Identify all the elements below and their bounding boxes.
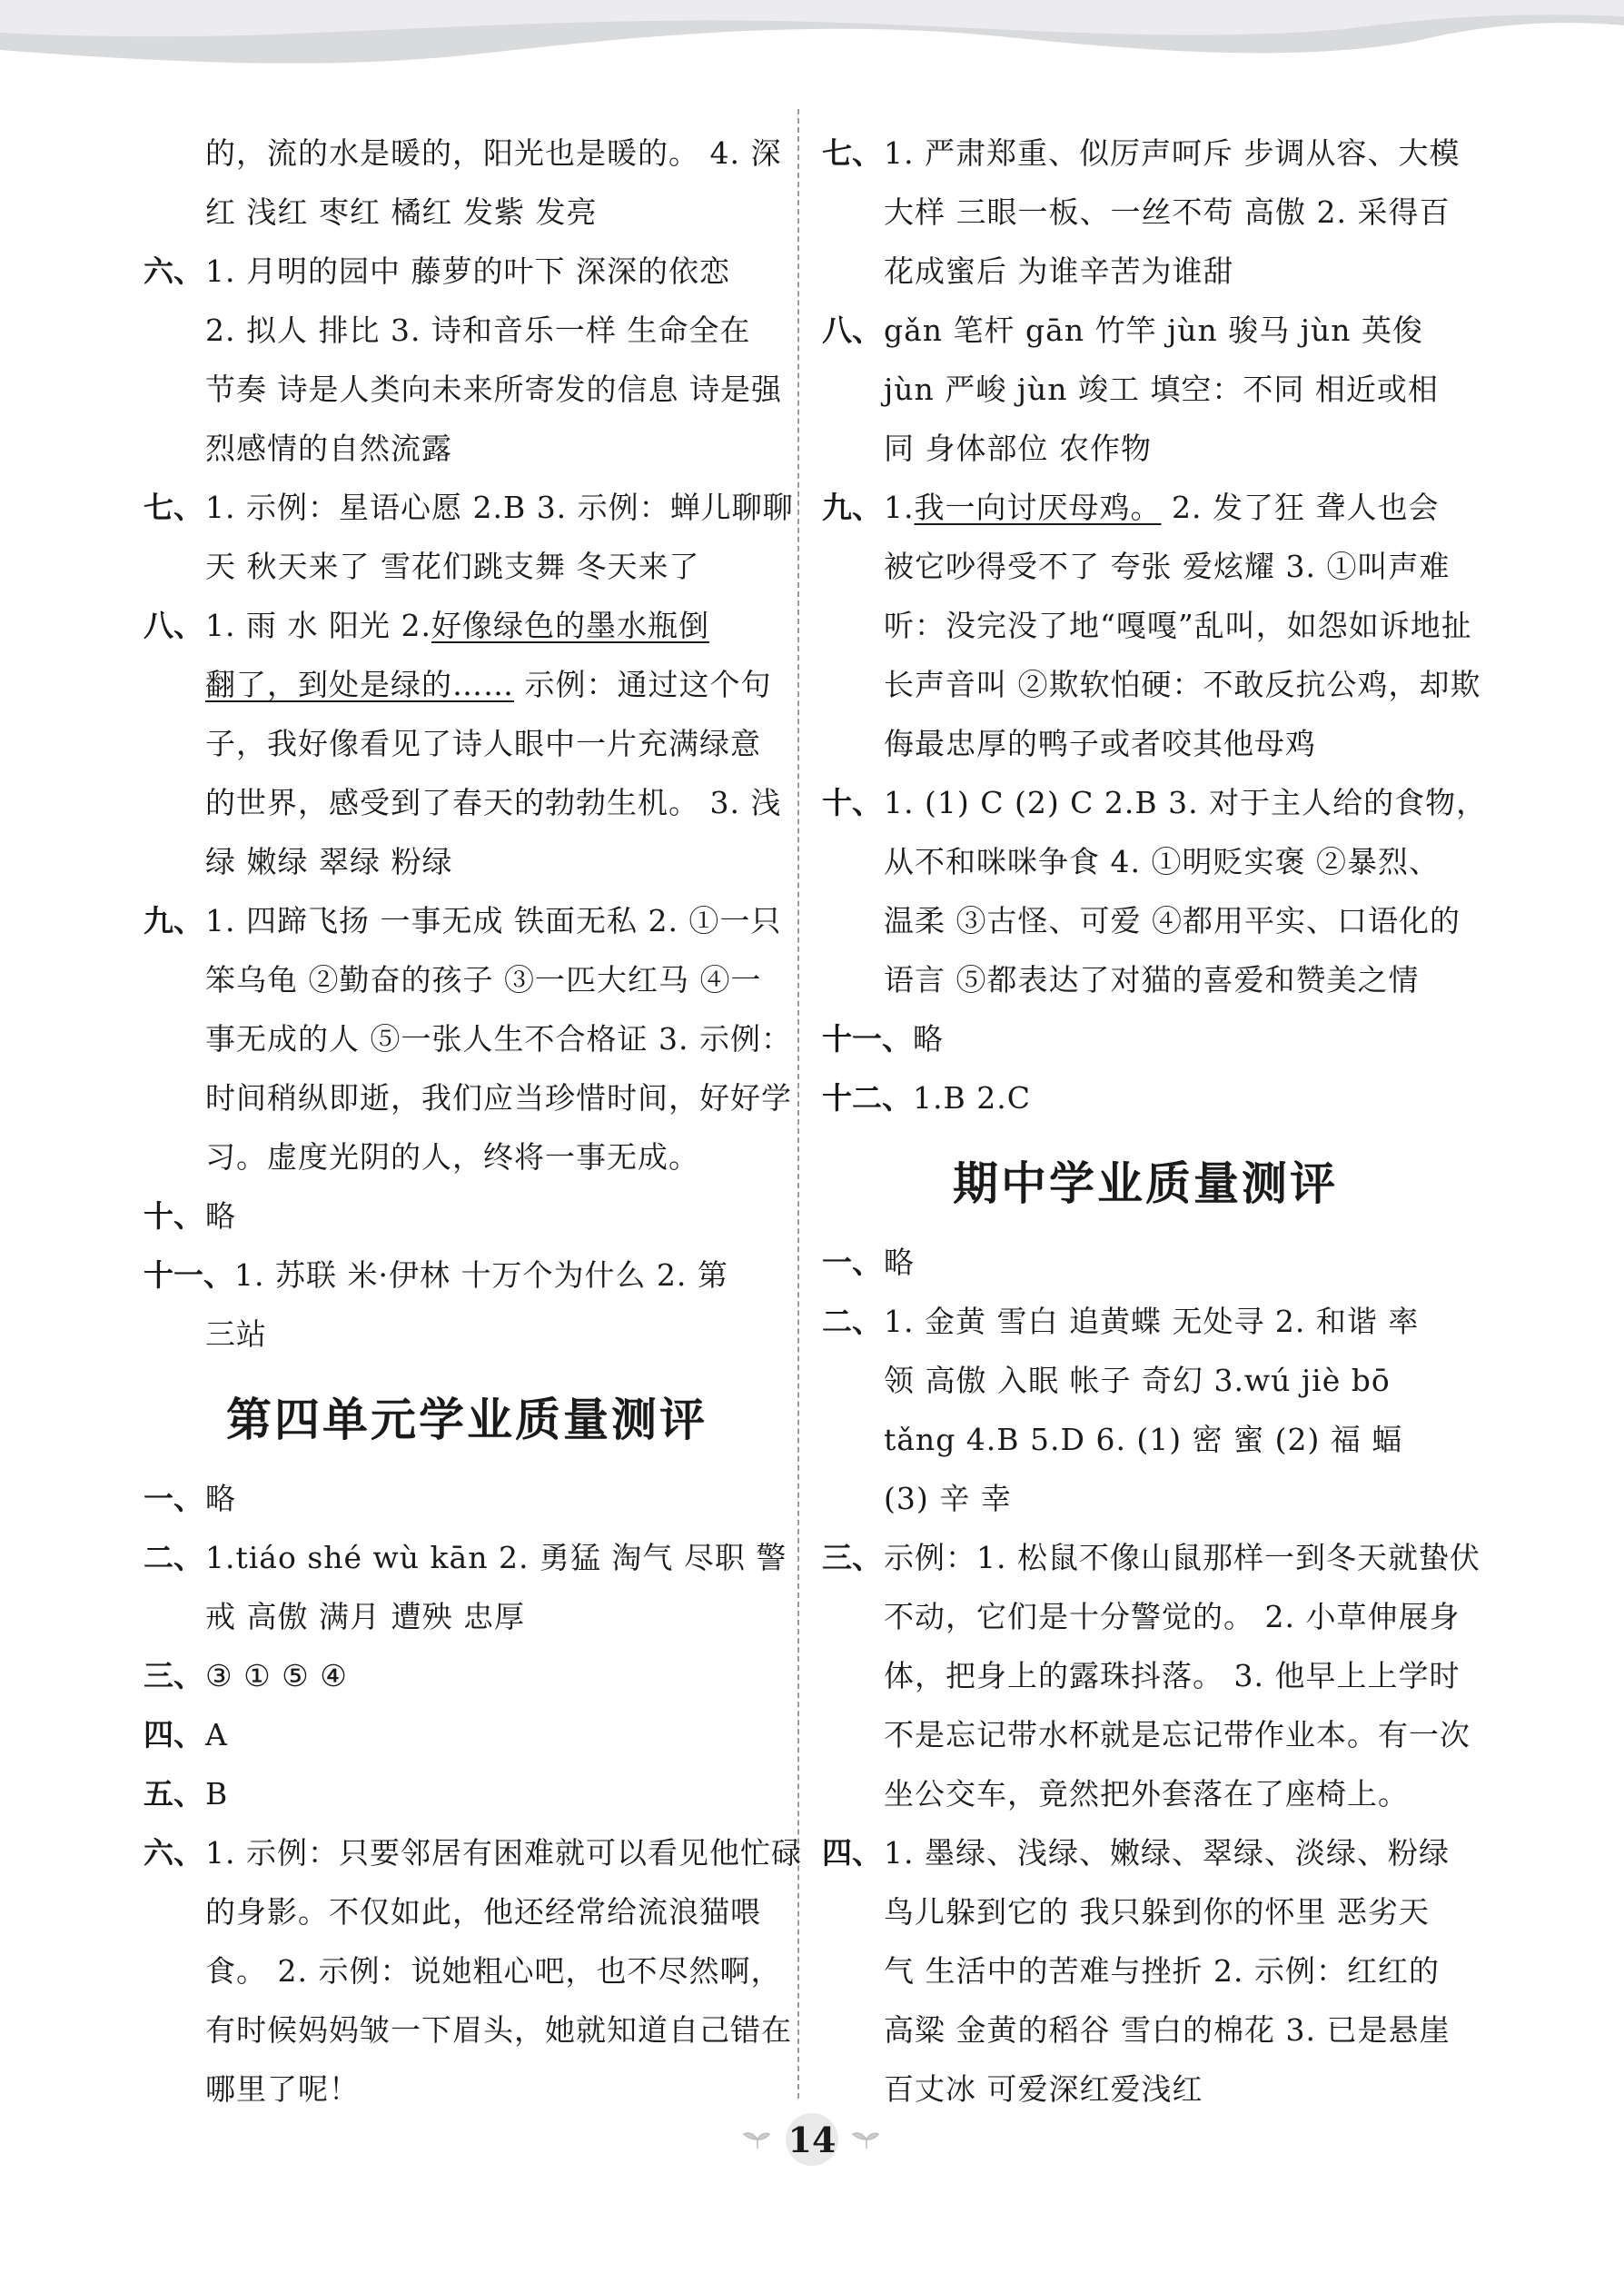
answer-line: B — [205, 1776, 229, 1811]
answer-line: 戒 高傲 满月 遭殃 忠厚 — [205, 1599, 525, 1634]
section-question-3 — [822, 1528, 1480, 1823]
answer-line: 听：没完没了地“嘎嘎”乱叫，如怨如诉地扯 — [884, 608, 1472, 643]
answer-line: 侮最忠厚的鸭子或者咬其他母鸡 — [884, 726, 1316, 761]
question-number: 十、 — [822, 785, 882, 820]
answer-line: 同 身体部位 农作物 — [884, 431, 1152, 466]
question-7 — [144, 478, 794, 596]
answer-line: jùn 严峻 jùn 竣工 填空：不同 相近或相 — [884, 372, 1439, 407]
question-number: 一、 — [822, 1245, 882, 1280]
top-decorative-band — [0, 0, 1624, 100]
answer-line: 略 — [913, 1021, 944, 1057]
answer-line: 笨乌龟 ②勤奋的孩子 ③一匹大红马 ④一 — [205, 962, 762, 998]
question-6 — [144, 242, 790, 478]
answer-line: 1. 示例：星语心愿 2.B 3. 示例：蝉儿聊聊 — [205, 490, 794, 525]
answer-line: 的，流的水是暖的，阳光也是暖的。 4. 深 — [205, 135, 782, 171]
page-number: 14 — [786, 2113, 838, 2166]
answer-line: 哪里了呢！ — [205, 2071, 360, 2107]
answer-line: 天 秋天来了 雪花们跳支舞 冬天来了 — [205, 549, 700, 584]
answer-text: 1. 雨 水 阳光 2. — [205, 608, 431, 643]
question-number: 六、 — [144, 253, 203, 289]
section-question-4 — [822, 1823, 1469, 2119]
answer-line: 略 — [205, 1481, 236, 1516]
answer-text: 1. — [884, 490, 915, 525]
answer-line: 1. 四蹄飞扬 一事无成 铁面无私 2. ①一只 — [205, 903, 782, 938]
answer-line: 习。虚度光阴的人，终将一事无成。 — [205, 1139, 699, 1175]
question-number: 五、 — [144, 1776, 203, 1811]
question-number: 十一、 — [822, 1021, 912, 1057]
question-number: 十一、 — [144, 1257, 233, 1293]
answer-line: 子，我好像看见了诗人眼中一片充满绿意 — [205, 726, 761, 761]
answer-line: 略 — [884, 1245, 915, 1280]
answer-line: 从不和咪咪争食 4. ①明贬实褒 ②暴烈、 — [884, 844, 1440, 879]
section-question-1 — [144, 1469, 790, 1528]
answer-line: 长声音叫 ②欺软怕硬：不敢反抗公鸡，却欺 — [884, 667, 1481, 702]
question-number: 九、 — [144, 903, 203, 938]
question-number: 二、 — [144, 1540, 203, 1575]
answer-line: 1.tiáo shé wù kān 2. 勇猛 淘气 尽职 警 — [205, 1540, 787, 1575]
answer-line: 1. 月明的园中 藤萝的叶下 深深的依恋 — [205, 253, 730, 289]
answer-line: 1.B 2.C — [913, 1080, 1031, 1116]
question-10 — [822, 773, 1488, 1009]
answer-line: 略 — [205, 1198, 236, 1234]
answer-line — [884, 478, 1469, 537]
left-column — [144, 124, 802, 2119]
section-question-6 — [144, 1823, 802, 2119]
answer-line: 花成蜜后 为谁辛苦为谁甜 — [884, 253, 1234, 289]
section-question-2 — [144, 1528, 790, 1646]
answer-line: 的身影。不仅如此，他还经常给流浪猫喂 — [205, 1894, 761, 1930]
section-title: 第四单元学业质量测评 — [226, 1394, 708, 1446]
answer-line: 不是忘记带水杯就是忘记带作业本。有一次 — [884, 1717, 1471, 1752]
question-8 — [822, 301, 1469, 478]
answer-line: 1. 金黄 雪白 追黄蝶 无处寻 2. 和谐 率 — [884, 1304, 1420, 1339]
question-number: 十二、 — [822, 1080, 912, 1116]
question-9 — [144, 891, 790, 1186]
question-7 — [822, 124, 1469, 301]
underlined-sentence: 我一向讨厌母鸡。 — [914, 490, 1162, 525]
answer-line: 高粱 金黄的稻谷 雪白的棉花 3. 已是悬崖 — [884, 2012, 1451, 2048]
right-column — [822, 124, 1488, 2119]
answer-line: 绿 嫩绿 翠绿 粉绿 — [205, 844, 453, 879]
answer-line: 百丈冰 可爱深红爱浅红 — [884, 2071, 1203, 2107]
section-question-1 — [822, 1233, 1469, 1292]
answer-text: 2. 发了狂 聋人也会 — [1161, 490, 1440, 525]
answer-line: 语言 ⑤都表达了对猫的喜爱和赞美之情 — [884, 962, 1420, 998]
answer-line: 领 高傲 入眠 帐子 奇幻 3.wú jiè bō — [884, 1363, 1391, 1398]
sprout-left-icon — [742, 2129, 773, 2150]
section-question-3 — [144, 1646, 790, 1705]
section-question-2 — [822, 1292, 1469, 1528]
answer-line: 不动，它们是十分警觉的。 2. 小草伸展身 — [884, 1599, 1461, 1634]
underlined-sentence: 好像绿色的墨水瓶倒 — [431, 608, 709, 643]
answer-line: 示例：1. 松鼠不像山鼠那样一到冬天就蛰伏 — [884, 1540, 1480, 1575]
answer-line: 2. 拟人 排比 3. 诗和音乐一样 生命全在 — [205, 313, 751, 348]
answer-line: 事无成的人 ⑤一张人生不合格证 3. 示例： — [205, 1021, 792, 1057]
question-number: 九、 — [822, 490, 882, 525]
question-number: 四、 — [822, 1835, 882, 1871]
question-11 — [144, 1246, 790, 1364]
section-title: 期中学业质量测评 — [953, 1157, 1338, 1210]
answer-line: 时间稍纵即逝，我们应当珍惜时间，好好学 — [205, 1080, 792, 1116]
answer-line: 红 浅红 枣红 橘红 发紫 发亮 — [205, 194, 598, 230]
underlined-sentence: 翻了，到处是绿的…… — [205, 667, 514, 702]
answer-line: 有时候妈妈皱一下眉头，她就知道自己错在 — [205, 2012, 792, 2048]
answer-line: 被它吵得受不了 夸张 爱炫耀 3. ①叫声难 — [884, 549, 1451, 584]
answer-line: 1. 墨绿、浅绿、嫩绿、翠绿、淡绿、粉绿 — [884, 1835, 1450, 1871]
question-11 — [822, 1009, 1469, 1068]
question-9 — [822, 478, 1481, 773]
section-question-5 — [144, 1764, 790, 1823]
answer-line: gǎn 笔杆 gān 竹竿 jùn 骏马 jùn 英俊 — [884, 313, 1424, 348]
answer-line: ③ ① ⑤ ④ — [205, 1658, 348, 1693]
column-divider — [797, 109, 799, 2099]
answer-line: 烈感情的自然流露 — [205, 431, 452, 466]
question-number: 二、 — [822, 1304, 882, 1339]
question-number: 七、 — [144, 490, 203, 525]
question-number: 七、 — [822, 135, 882, 171]
sprout-right-icon — [851, 2129, 882, 2150]
answer-line: tǎng 4.B 5.D 6. (1) 密 蜜 (2) 福 蝠 — [884, 1422, 1403, 1457]
answer-line: 的世界，感受到了春天的勃勃生机。 3. 浅 — [205, 785, 782, 820]
answer-line: 体，把身上的露珠抖落。 3. 他早上上学时 — [884, 1658, 1461, 1693]
question-number: 八、 — [144, 608, 203, 643]
answer-text: 示例：通过这个句 — [514, 667, 772, 702]
answer-line: 三站 — [205, 1316, 267, 1352]
question-number: 三、 — [144, 1658, 203, 1693]
answer-line: 1. (1) C (2) C 2.B 3. 对于主人给的食物， — [884, 785, 1488, 820]
question-8 — [144, 596, 790, 891]
answer-line: 1. 严肃郑重、似厉声呵斥 步调从容、大模 — [884, 135, 1461, 171]
answer-line — [205, 655, 790, 714]
page-footer — [0, 2108, 1624, 2171]
answer-line: 1. 苏联 米·伊林 十万个为什么 2. 第 — [234, 1257, 728, 1293]
question-number: 八、 — [822, 313, 882, 348]
answer-line: 1. 示例：只要邻居有困难就可以看见他忙碌 — [205, 1835, 802, 1871]
answer-line: 温柔 ③古怪、可爱 ④都用平实、口语化的 — [884, 903, 1461, 938]
question-12 — [822, 1068, 1469, 1127]
answer-line: 鸟儿躲到它的 我只躲到你的怀里 恶劣天 — [884, 1894, 1430, 1930]
question-number: 一、 — [144, 1481, 203, 1516]
answer-line: 食。 2. 示例：说她粗心吧，也不尽然啊， — [205, 1953, 782, 1989]
answer-line: A — [205, 1717, 228, 1752]
question-number: 六、 — [144, 1835, 203, 1871]
answer-line: 坐公交车，竟然把外套落在了座椅上。 — [884, 1776, 1409, 1811]
answer-line: (3) 辛 幸 — [884, 1481, 1012, 1516]
section-question-4 — [144, 1705, 790, 1764]
question-number: 四、 — [144, 1717, 203, 1752]
answer-line — [205, 596, 790, 655]
question-10 — [144, 1186, 790, 1246]
question-number: 十、 — [144, 1198, 203, 1234]
answer-line: 大样 三眼一板、一丝不苟 高傲 2. 采得百 — [884, 194, 1451, 230]
answer-line: 节奏 诗是人类向未来所寄发的信息 诗是强 — [205, 372, 782, 407]
carry-over-answer — [144, 124, 790, 242]
question-number: 三、 — [822, 1540, 882, 1575]
answer-line: 气 生活中的苦难与挫折 2. 示例：红红的 — [884, 1953, 1440, 1989]
